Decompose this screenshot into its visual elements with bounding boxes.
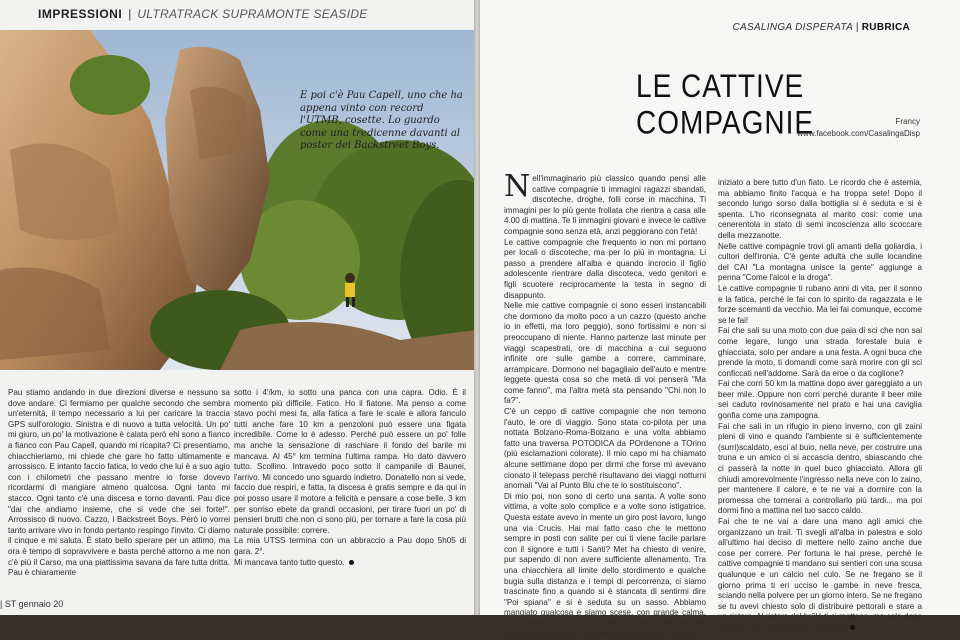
article-column-1 xyxy=(8,388,230,579)
header-separator: | xyxy=(128,7,132,21)
paragraph: La mia UTSS termina con un abbraccio a Pau dopo 5h05 di gara. 2°. xyxy=(234,536,466,556)
paragraph: iniziato a bere tutto d'un fiato. Le ricordo che è astemia, ma abbiamo finito l'acqua e ha troppa sete! Dopo il secondo lungo sorso dalla bottiglia si è seduta e si è spenta. L'ho riconsegnata al marito così: come una cenerentola in stato di semi incoscienza allo scoccare della mezzanotte. xyxy=(718,178,922,240)
paragraph-text: ell'immaginario più classico quando pensi alle cattive compagnie ti immagini ragazzi sbandati, discoteche, droghe, folli corse in macchina. Ti immagini per lo più gente frollata che rientra a casa alle 4.00 di mattina. Te li immagini giovani e invece le cattive compagnie sono senza età, anzi peggiorano con l'età! xyxy=(504,174,706,236)
author-link[interactable]: www.facebook.com/CasalingaDisp xyxy=(797,129,920,138)
rocky-landscape-photo xyxy=(0,30,476,370)
author-block xyxy=(797,116,920,140)
article-column-2 xyxy=(718,178,922,634)
paragraph: Nelle cattive compagnie trovi gli amanti della goliardia, i cultori dell'ironia. C'è gente adulta che sulle locandine del CAI "La montagna unisce la gente" aggiunge a penna "Come l'alcol e la droga". xyxy=(718,241,922,283)
paragraph: Pau stiamo andando in due direzioni diverse e nessuno sa dove andare. Ci fermiamo per qualche secondo che sembra un'eternità, il tempo necessario a lui per caricare la traccia GPS sull'orologio. Sinistra e di nuovo a tutta velocità. Un po' mi giuro, un po' la motivazione è calata però ehi sono a fianco a fianco con Pau Capell, quando mi ricapita? Ci presentiamo, chiacchieriamo, mi chiede che gare ho fatto ultimamente e arrossisco. E intanto faccio fatica, lo vedo che lui è a suo agio con i chilometri che passano mentre io forse dovevo ricordarmi di mangiare almeno qualcosa. Ogni tanto mi stacco. Ogni tanto c'è una discesa e torno davanti. Pau dice "dai che andiamo insieme, che si vede che sei forte!". Arrossisco di nuovo. Cazzo, i Backstreet Boys. Però io vorrei tanto arrivare vivo in fondo pertanto respingo l'invito. Ci diamo il cinque e mi saluta. È stato bello sperare per un attimo, ma ora è tempo di sopravvivere e basta perché attorno a me non c'è più il Carso, ma una piattissima savana da fare tutta dritta. Pau è chiaramente xyxy=(8,388,230,578)
paragraph: Di mio poi, non sono di certo una santa. A volte sono vittima, a volte solo complice e a volte sono istigatrice. Questa estate avevo in mente un giro post lavoro, lungo una via Crucis. Hai mai fatto caso che le mettono sempre in posti con salite per cui ti viene facile parlare con il signore e tutti i Santi? Met ha chiesto di venire, pur sapendo di non avere sufficiente allenamento. Tra una chiacchiera all limite dello stordimento e qualche bugia sulla distanza e i tempi di percorrenza, ci siamo trascinate fino a quando si è stancata di sentirmi dire "Poi spiana" e si è seduta su un sasso. Abbiamo mangiato qualcosa e siamo scese, con grande calma, con grande buio e con grande luna piena. Arrivate alla macchina avevo solo una bottiglia di prosecco che ha xyxy=(504,491,706,639)
header-section: RUBRICA xyxy=(861,22,910,33)
paragraph-final xyxy=(234,558,466,569)
right-page-header xyxy=(733,22,911,33)
header-section: IMPRESSIONI xyxy=(38,7,123,21)
paragraph: Fai che corri 50 km la mattina dopo aver gareggiato a un beer mile. Oppure non corri perché durante il beer mile sei caduto rovinosamente nel prato e hai una caviglia gonfia come una zampogna. xyxy=(718,379,922,421)
header-separator: | xyxy=(855,22,859,33)
paragraph: Fai che sali su una moto con due paia di sci che non sai come legare, lungo una strada forestale buia e ghiacciata, solo per andare a una festa. A ogni buca che prende la moto, ti domandi come sarà morire con gli sci conficcati nell'addome. Sarà da eroe o da coglione? xyxy=(718,326,922,378)
end-mark-icon xyxy=(349,560,354,565)
paragraph xyxy=(504,169,706,238)
article-column-1 xyxy=(504,169,706,640)
paragraph: Le cattive compagnie che frequento io non mi portano per locali o discoteche, ma per lo più in montagna. Li passo a prendere all'alba e quando incrocio il figlio adolescente rientrare dalla discoteca, vedo genitori e figli scuotere reciprocamente la testa in segno di disappunto. xyxy=(504,237,706,300)
header-subsection: CASALINGA DISPERATA xyxy=(732,22,853,33)
article-photo xyxy=(0,30,476,370)
paragraph-final xyxy=(718,517,922,634)
author-name: Francy xyxy=(895,117,920,126)
paragraph: sotto i 4'/km, io sotto una panca con una capra. Odio. È il momento più difficile. Fatico. Ho il fiatone. Ma penso a come stavo pochi mesi fa, alla fatica a fare le scale e allora fanculo tutti anche fare 10 km a penzoloni può essere una figata incredibile. Come lo è adesso. Perché può essere un po' folle ma anche la sensazione di raschiare il fondo del barile mi mancava. Al 45° km termina l'ultima rampa. Ho dato davvero tutto. Scollino. Intravedo poco sotto il campanile di Baunei, l'arrivo. Mi concedo uno sguardo indietro. Donatello non si vede, faccio due respiri, e fatta, la discesa è gratis sempre e da qui in poi posso usare il motore a felicità e pensare a cose belle. 3 km per sorriso ebete da grandi occasioni, per tirare fuori un po' di pensieri brutti che non ci sono più, per tornare a fare la cosa più naturale possibile: correre. xyxy=(234,388,466,535)
paragraph: Fai che sali in un rifugio in pieno inverno, con gli zaini pieni di vino e quando l'ambiente si è sufficientemente (surri)scaldato, esci al buio, nella neve, per costruire una truna e un amico ci si accascia dentro, sbiascando che ci passerà la notte in quel buco ghiacciato. Allora gli chiudi amorevolmente l'ingresso nella neve con lo zaino, per mantenere il calore, e te ne vai a dormire con la promessa che tornerai a controllarlo più tardi... ma poi dormi fino a mattina nel tuo sacco caldo. xyxy=(718,421,922,516)
drop-cap: N xyxy=(504,169,531,204)
paragraph: Le cattive compagnie ti rubano anni di vita, per il sonno e la fatica, perché le fai con lo spirito da ragazzata e le forze scemanti da vecchio. Ma lei fai comunque, eccome se le fai! xyxy=(718,283,922,325)
photo-caption: E poi c'è Pau Capell, uno che ha appena vinto con record l'UTMB, cosette. Lo guardo come una tredicenne davanti al poster dei Backstreet Boys. xyxy=(300,90,463,151)
end-mark-icon xyxy=(850,625,855,630)
paragraph: C'è un ceppo di cattive compagnie che non temono l'auto, le ore di viaggio. Sono stata co-pilota per una nottata Bolzano-Roma-Bolzano e una volta abbiamo fatto una traversa POTODICA da POrdenone a TOrino (più esclamazioni colorate). Il mio capo mi ha chiamato alcune settimane dopo per dirmi che forse mi avevano cionato il telepass perché risultavano dei viaggi notturni anomali "Vai al Punto Blu che te lo sostituiscono". xyxy=(504,407,706,491)
paragraph-text: Fai che te ne vai a dare una mano agli amici che organizzano un trail. Ti svegli all'alba in palestra e solo all'ultimo hai deciso di mettere nello zaino anche due cose per correre. Per fortuna le hai prese, perché le cattive compagnie ti mandano sui sentieri con una scusa qualunque e un calcio nel culo. Se ne fregano se il giorno prima ti eri ucciso le gambe in neve fresca, sciando nella polvere per un giorno intero. Se ne fregano se tu avevi chiesto solo di distribuire pettorali e stare a un ristoro. Al ristoro del brûlé ti ci mettono, ma solo dopo che hai corso sbalisando il sentiero! xyxy=(718,517,922,632)
left-page xyxy=(0,0,476,615)
article-column-2 xyxy=(234,388,466,568)
page-footer: | ST gennaio 20 xyxy=(0,599,64,609)
article-title: LE CATTIVE COMPAGNIE xyxy=(636,68,815,141)
left-page-header xyxy=(0,0,476,28)
paragraph: Nelle mie cattive compagnie ci sono esseri instancabili che dormono da molto poco a un cazzo (questo anche io in effetti, ma loro peggio), sono fortissimi e non si preoccupano di niente. Hanno partenze last minute per viaggi scapestrati, ore di macchina a cui seguono infinite ore sulle gambe a correre, camminare, arrampicare. Dormono nel bagagliaio dell'auto e mentre leggete questa cosa so che metà di voi penserà "Ma come fanno", ma l'altra metà sta pensando "Chi non lo fa?". xyxy=(504,301,706,406)
closing-line: Mi mancava tanto tutto questo. xyxy=(234,557,345,567)
header-subsection: ULTRATRACK SUPRAMONTE SEASIDE xyxy=(137,7,368,21)
